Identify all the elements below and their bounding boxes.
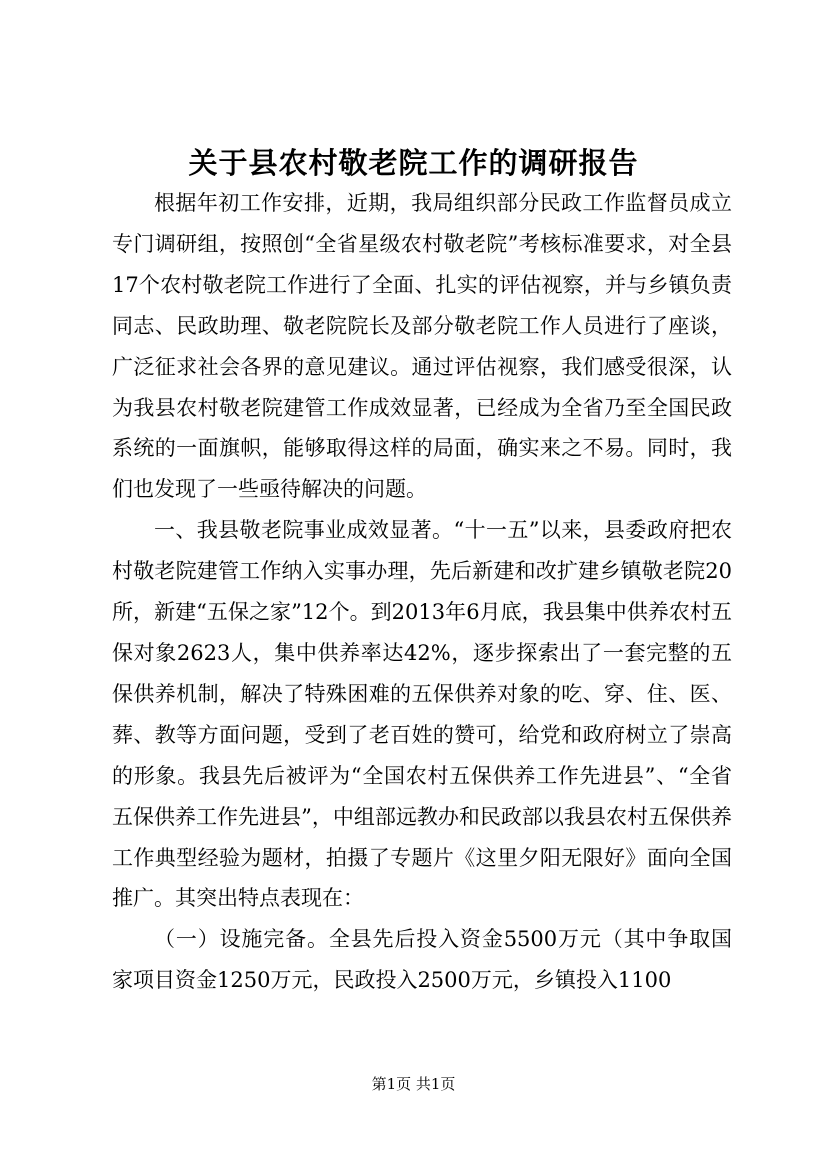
paragraph-facilities: （一）设施完备。全县先后投入资金5500万元（其中争取国家项目资金1250万元，民政投入2500万元，乡镇投入1100 <box>112 927 732 993</box>
document-title: 关于县农村敬老院工作的调研报告 <box>188 146 639 180</box>
paragraph-section-one: 一、我县敬老院事业成效显著。“十一五”以来，县委政府把农村敬老院建管工作纳入实事办理，先后新建和改扩建乡镇敬老院20所，新建“五保之家”12个。到2013年6月底，我县集中供养农村五保对象2623人，集中供养率达42%，逐步探索出了一套完整的五保供养机制，解决了特殊困难的五保供养对象的吃、穿、住、医、葬、教等方面问题，受到了老百姓的赞可，给党和政府树立了崇高的形象。我县先后被评为“全国农村五保供养工作先进县”、“全省五保供养工作先进县”，中组部远教办和民政部以我县农村五保供养工作典型经验为题材，拍摄了专题片《这里夕阳无限好》面向全国推广。其突出特点表现在： <box>112 518 732 911</box>
page-footer: 第1页 共1页 <box>371 1075 456 1093</box>
paragraph-intro: 根据年初工作安排，近期，我局组织部分民政工作监督员成立专门调研组，按照创“全省星级农村敬老院”考核标准要求，对全县17个农村敬老院工作进行了全面、扎实的评估视察，并与乡镇负责同志、民政助理、敬老院院长及部分敬老院工作人员进行了座谈，广泛征求社会各界的意见建议。通过评估视察，我们感受很深，认为我县农村敬老院建管工作成效显著，已经成为全省乃至全国民政系统的一面旗帜，能够取得这样的局面，确实来之不易。同时，我们也发现了一些亟待解决的问题。 <box>112 191 732 502</box>
document-body <box>112 183 732 1001</box>
